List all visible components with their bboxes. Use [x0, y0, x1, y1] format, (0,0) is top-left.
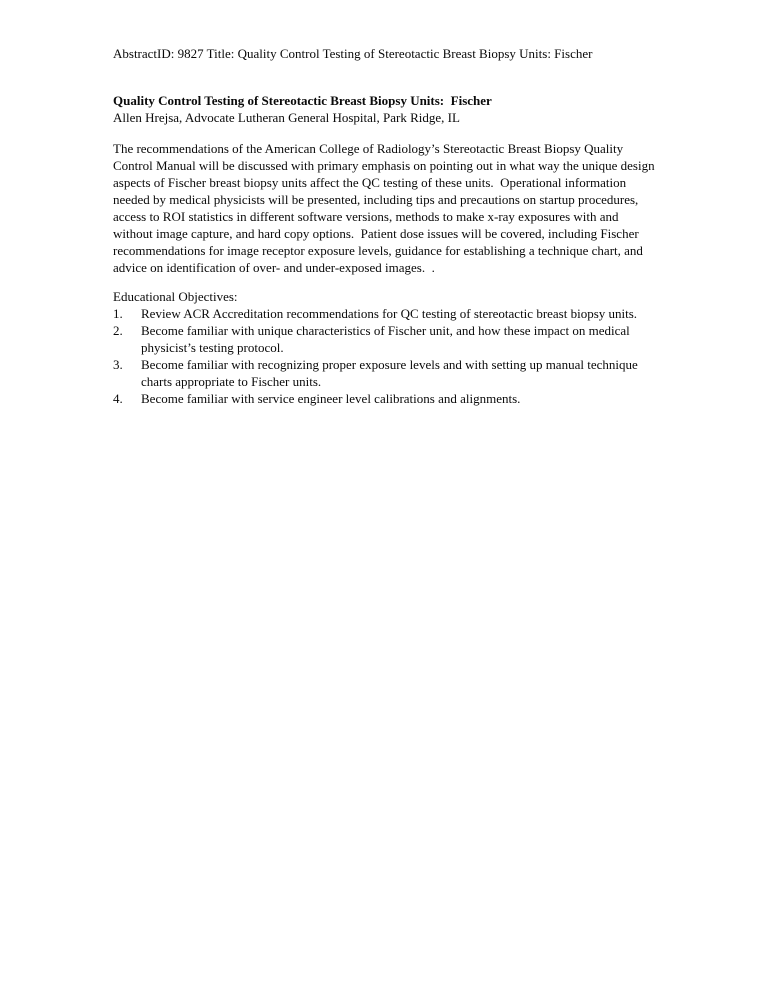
- objective-item: [113, 356, 656, 390]
- objective-text: Review ACR Accreditation recommendations for QC testing of stereotactic breast biopsy units.: [141, 306, 638, 321]
- objective-number: 2.: [113, 323, 123, 338]
- running-header: AbstractID: 9827 Title: Quality Control Testing of Stereotactic Breast Biopsy Units: Fischer: [113, 46, 593, 61]
- objective-number: 4.: [113, 391, 123, 406]
- objectives-list: [113, 305, 656, 407]
- objective-number: 3.: [113, 357, 123, 372]
- author-affiliation: Allen Hrejsa, Advocate Lutheran General Hospital, Park Ridge, IL: [113, 110, 460, 125]
- objective-item: [113, 305, 656, 322]
- abstract-paragraph: The recommendations of the American College of Radiology’s Stereotactic Breast Biopsy Quality Control Manual will be discussed with primary emphasis on pointing out in what way the unique design aspects of Fischer breast biopsy units affect the QC testing of these units. Operational information needed by medical physicists will be presented, including tips and precautions on startup procedures, access to ROI statistics in different software versions, methods to make x-ray exposures with and without image capture, and hard copy options. Patient dose issues will be covered, including Fischer recommendations for image receptor exposure levels, guidance for establishing a technique chart, and advice on identification of over- and under-exposed images. .: [113, 141, 658, 275]
- document-title: Quality Control Testing of Stereotactic Breast Biopsy Units: Fischer: [113, 93, 492, 108]
- objectives-heading: Educational Objectives:: [113, 289, 238, 304]
- objective-text: Become familiar with unique characteristics of Fischer unit, and how these impact on medical physicist’s testing protocol.: [141, 323, 634, 355]
- objective-number: 1.: [113, 306, 123, 321]
- objective-item: [113, 390, 656, 407]
- objective-text: Become familiar with service engineer level calibrations and alignments.: [141, 391, 521, 406]
- objective-text: Become familiar with recognizing proper exposure levels and with setting up manual technique charts appropriate to Fischer units.: [141, 357, 641, 389]
- objective-item: [113, 322, 656, 356]
